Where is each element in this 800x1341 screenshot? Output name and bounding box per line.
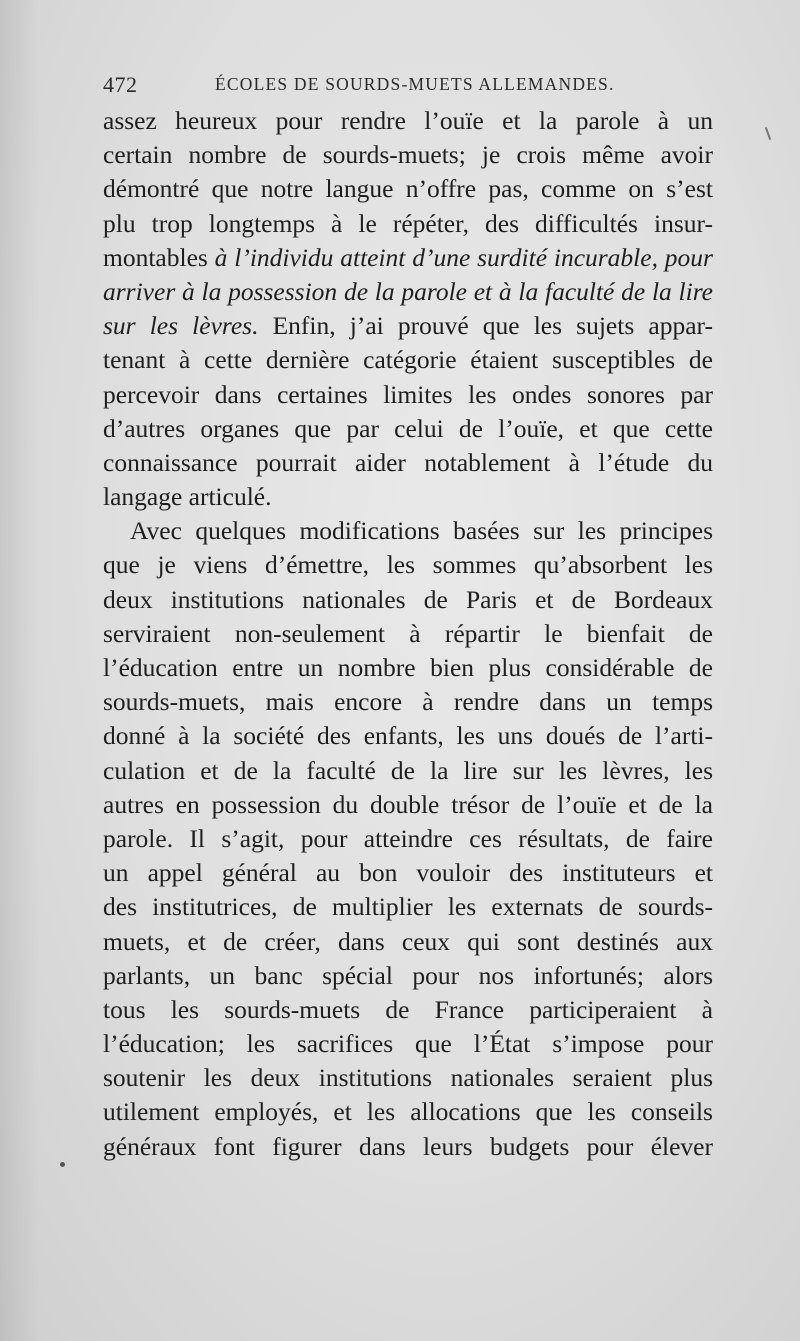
text-segment: parlants, un banc spécial pour nos infortunés; alors: [103, 960, 713, 990]
text-line: [103, 412, 713, 446]
text-line: [103, 241, 713, 275]
text-segment: tenant à cette dernière catégorie étaient susceptibles de: [103, 345, 713, 375]
text-line: [103, 925, 713, 959]
text-segment: assez heureux pour rendre l’ouïe et la parole à un: [103, 106, 713, 135]
text-line: [103, 514, 713, 548]
text-segment: des institutrices, de multiplier les externats de sourds-: [103, 892, 713, 922]
text-segment: que je viens d’émettre, les sommes qu’absorbent les: [103, 550, 713, 580]
text-line: [103, 275, 713, 309]
page-number: 472: [103, 72, 138, 97]
text-line: [103, 1061, 713, 1095]
text-line: [103, 378, 713, 412]
text-segment: culation et de la faculté de la lire sur les lèvres, les: [103, 755, 713, 785]
text-segment: certain nombre de sourds-muets; je crois même avoir: [103, 140, 713, 170]
italic-text: sur les lèvres.: [103, 311, 259, 341]
text-segment: autres en possession du double trésor de l’ouïe et de la: [103, 789, 713, 819]
italic-text: à l’individu atteint d’une surdité incurable, pour: [214, 242, 713, 272]
text-line: [103, 856, 713, 890]
text-line: [103, 993, 713, 1027]
text-line: [103, 446, 713, 480]
text-segment: percevoir dans certaines limites les ondes sonores par: [103, 379, 713, 409]
ink-mark: [765, 127, 771, 140]
text-line: [103, 1027, 713, 1061]
text-segment: Enfin, j’ai prouvé que les sujets appar-: [258, 311, 713, 341]
running-head: [103, 72, 703, 98]
text-segment: plu trop longtemps à le répéter, des difficultés insur-: [103, 208, 713, 238]
text-segment: l’éducation; les sacrifices que l’État s’impose pour: [103, 1029, 713, 1059]
text-line: [103, 617, 713, 651]
text-line: [103, 719, 713, 753]
text-line: [103, 754, 713, 788]
text-line: [103, 172, 713, 206]
text-segment: Avec quelques modifications basées sur les principes: [130, 516, 713, 546]
text-segment: soutenir les deux institutions nationales seraient plus: [103, 1063, 713, 1093]
text-line: [103, 1130, 713, 1164]
text-line: [103, 822, 713, 856]
text-line: [103, 207, 713, 241]
text-line: [103, 343, 713, 377]
text-segment: serviraient non-seulement à répartir le bienfait de: [103, 618, 713, 648]
text-line: [103, 685, 713, 719]
text-segment: d’autres organes que par celui de l’ouïe, et que cette: [103, 413, 713, 443]
text-line: [103, 480, 713, 514]
text-line: [103, 548, 713, 582]
body-text: [103, 104, 713, 1164]
text-segment: donné à la société des enfants, les uns doués de l’arti-: [103, 721, 713, 751]
text-segment: l’éducation entre un nombre bien plus considérable de: [103, 653, 713, 682]
text-segment: parole. Il s’agit, pour atteindre ces résultats, de faire: [103, 823, 713, 853]
text-segment: deux institutions nationales de Paris et de Bordeaux: [103, 584, 713, 614]
text-line: [103, 1095, 713, 1129]
text-segment: démontré que notre langue n’offre pas, comme on s’est: [103, 174, 713, 204]
text-line: [103, 138, 713, 172]
text-line: [103, 309, 713, 343]
running-title: ÉCOLES DE SOURDS-MUETS ALLEMANDES.: [215, 74, 615, 94]
text-line: [103, 651, 713, 685]
text-line: [103, 583, 713, 617]
text-segment: un appel général au bon vouloir des instituteurs et: [103, 858, 713, 888]
text-line: [103, 788, 713, 822]
text-segment: langage articulé.: [103, 482, 272, 512]
text-segment: sourds-muets, mais encore à rendre dans un temps: [103, 687, 713, 717]
text-line: [103, 104, 713, 138]
text-segment: utilement employés, et les allocations que les conseils: [103, 1097, 713, 1127]
text-segment: montables: [103, 242, 215, 272]
text-segment: tous les sourds-muets de France participeraient à: [103, 994, 713, 1024]
text-line: [103, 890, 713, 924]
text-segment: connaissance pourrait aider notablement à l’étude du: [103, 447, 713, 477]
text-segment: généraux font figurer dans leurs budgets pour élever: [103, 1131, 713, 1161]
text-segment: muets, et de créer, dans ceux qui sont destinés aux: [103, 926, 713, 956]
ink-speck: [60, 1162, 65, 1167]
italic-text: arriver à la possession de la parole et à la faculté de la lire: [103, 276, 713, 306]
text-line: [103, 959, 713, 993]
